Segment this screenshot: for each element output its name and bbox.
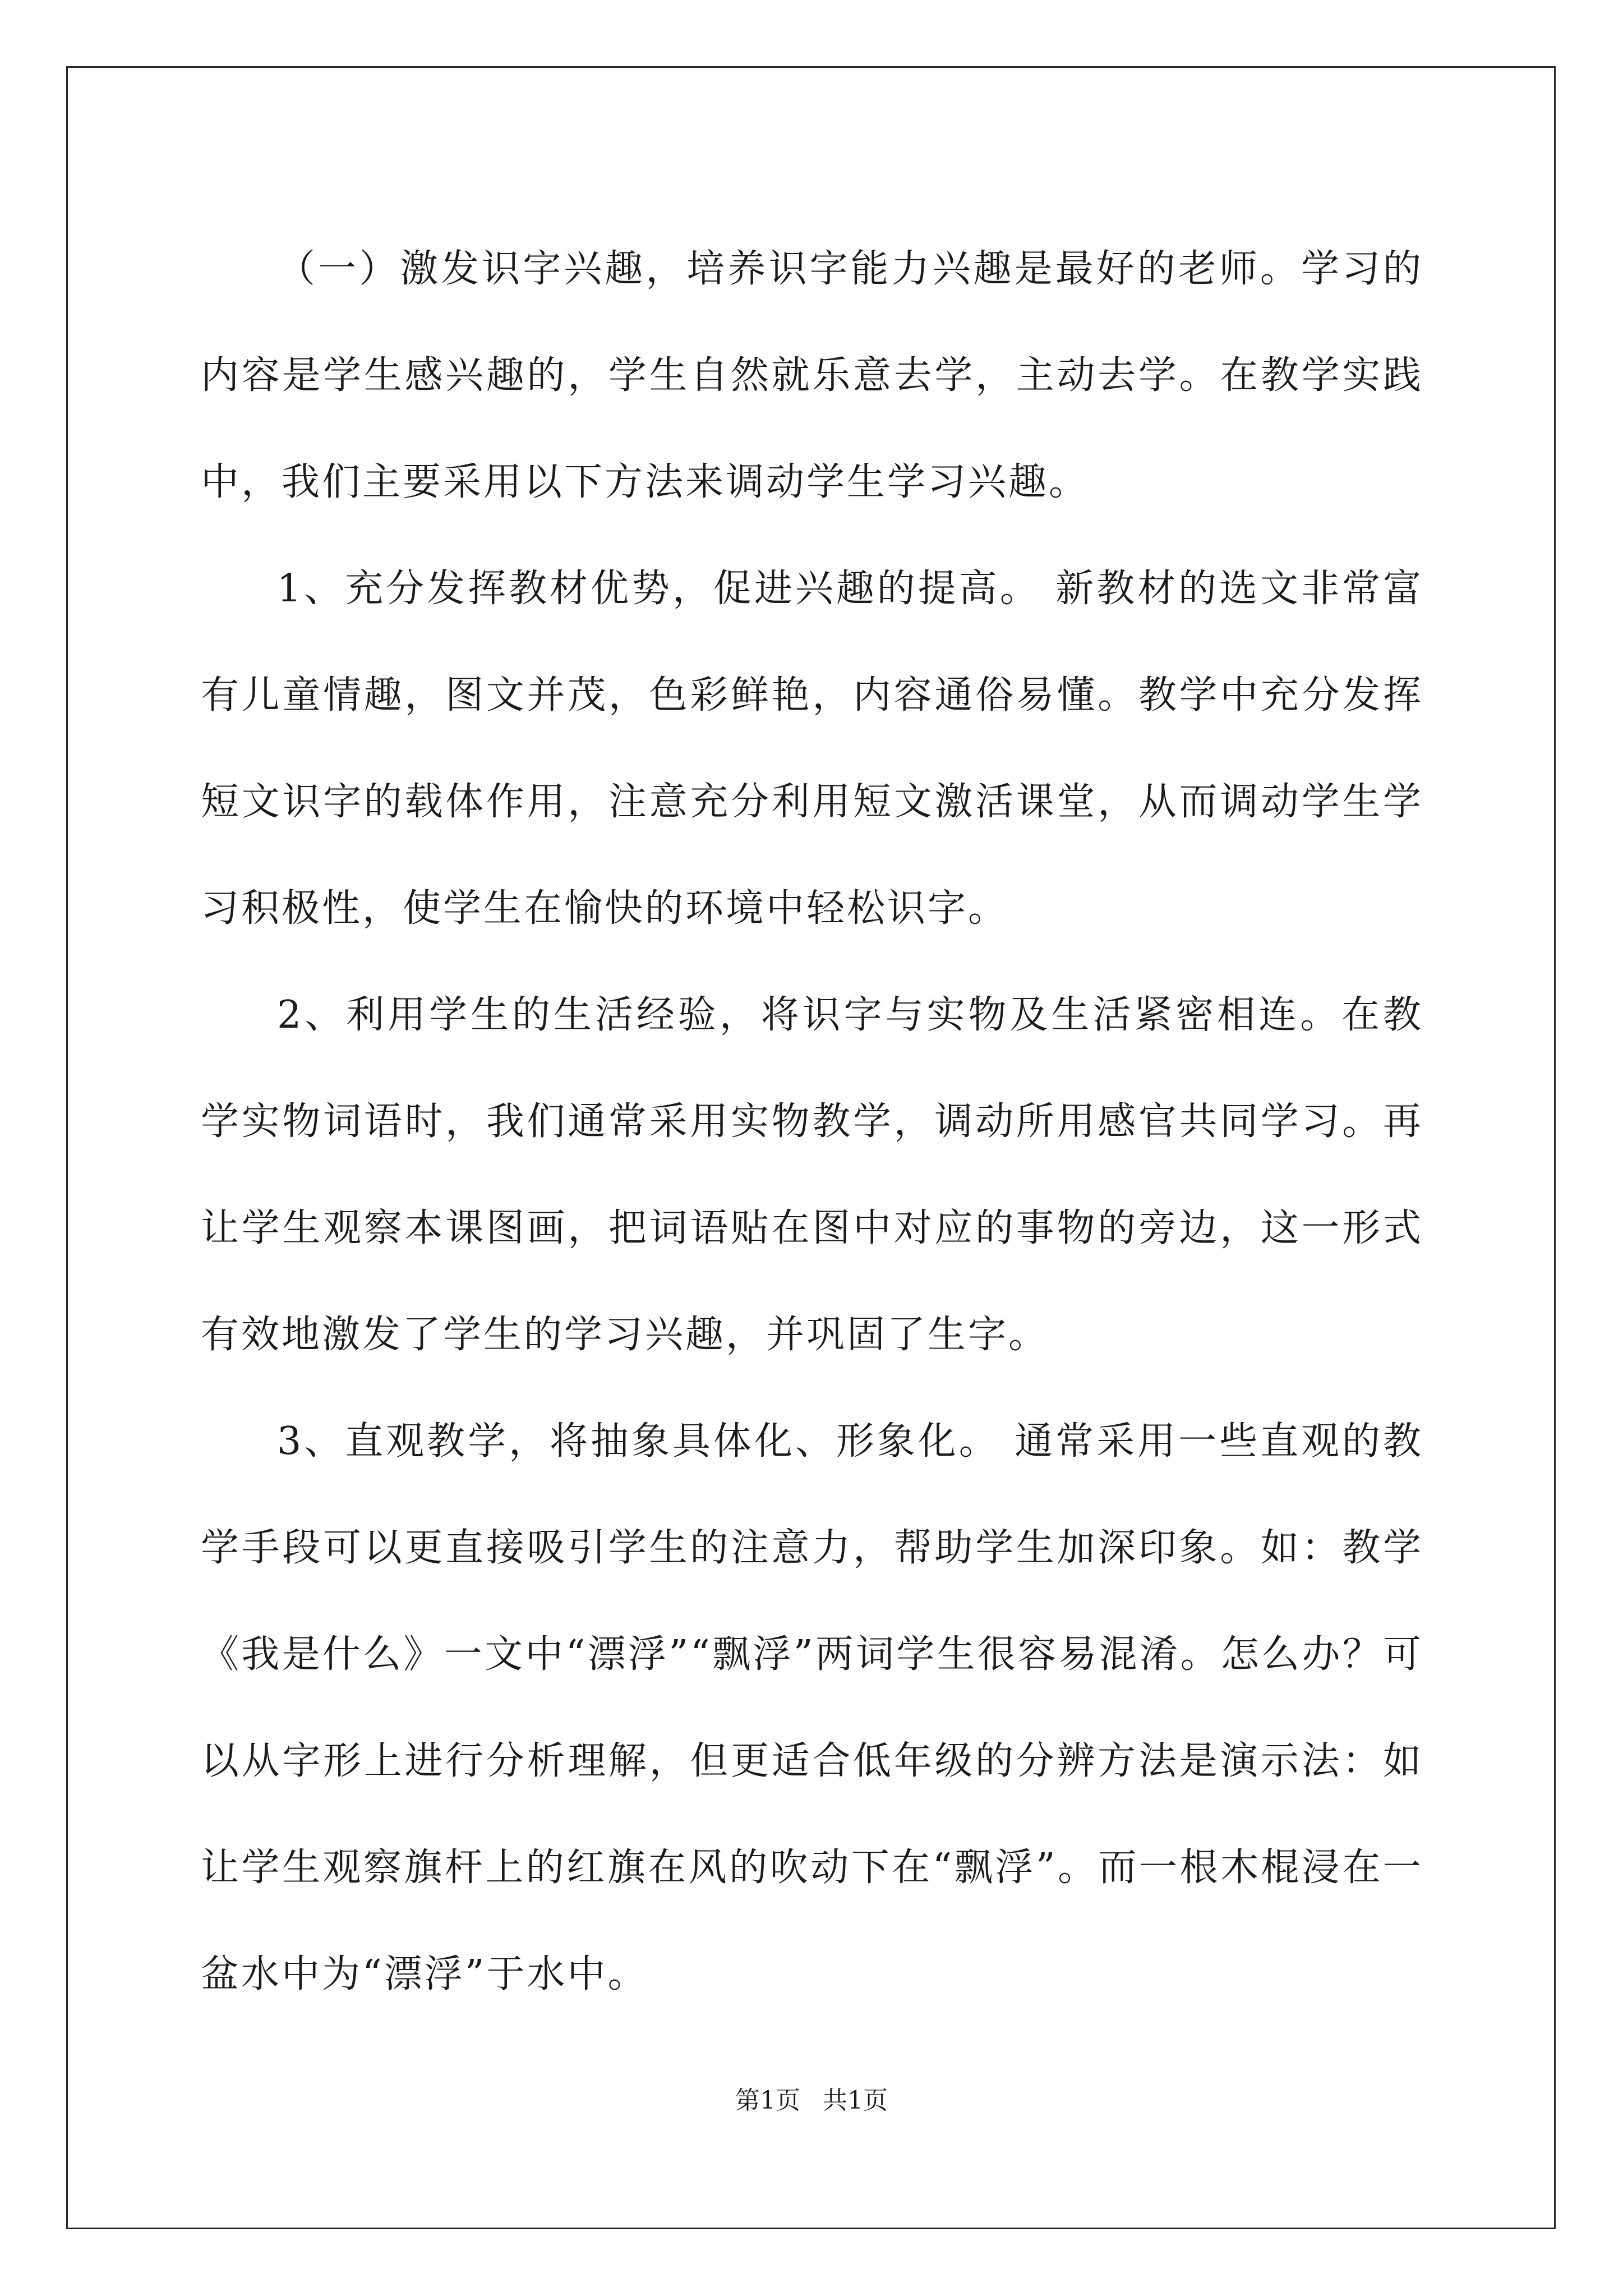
paragraph-point-1: 1、充分发挥教材优势，促进兴趣的提高。 新教材的选文非常富有儿童情趣，图文并茂，色彩鲜艳，内容通俗易懂。教学中充分发挥短文识字的载体作用，注意充分利用短文激活课堂，从而调动学生学习积极性，使学生在愉快的环境中轻松识字。 [201, 567, 1423, 931]
document-body [201, 216, 1423, 2028]
paragraph-point-2: 2、利用学生的生活经验，将识字与实物及生活紧密相连。在教学实物词语时，我们通常采用实物教学，调动所用感官共同学习。再让学生观察本课图画，把词语贴在图中对应的事物的旁边，这一形式有效地激发了学生的学习兴趣，并巩固了生字。 [201, 993, 1423, 1357]
paragraph-intro: （一）激发识字兴趣，培养识字能力兴趣是最好的老师。学习的内容是学生感兴趣的，学生自然就乐意去学，主动去学。在教学实践中，我们主要采用以下方法来调动学生学习兴趣。 [201, 247, 1423, 504]
page-total: 共1页 [823, 2086, 888, 2115]
page-number: 第1页 [735, 2086, 800, 2115]
paragraph-point-3: 3、直观教学，将抽象具体化、形象化。 通常采用一些直观的教学手段可以更直接吸引学生的注意力，帮助学生加深印象。如：教学《我是什么》一文中“漂浮”“飘浮”两词学生很容易混淆。怎么办？可以从字形上进行分析理解，但更适合低年级的分辨方法是演示法：如让学生观察旗杆上的红旗在风的吹动下在“飘浮”。而一根木棍浸在一盆水中为“漂浮”于水中。 [201, 1419, 1423, 1996]
page-footer [0, 2084, 1623, 2118]
